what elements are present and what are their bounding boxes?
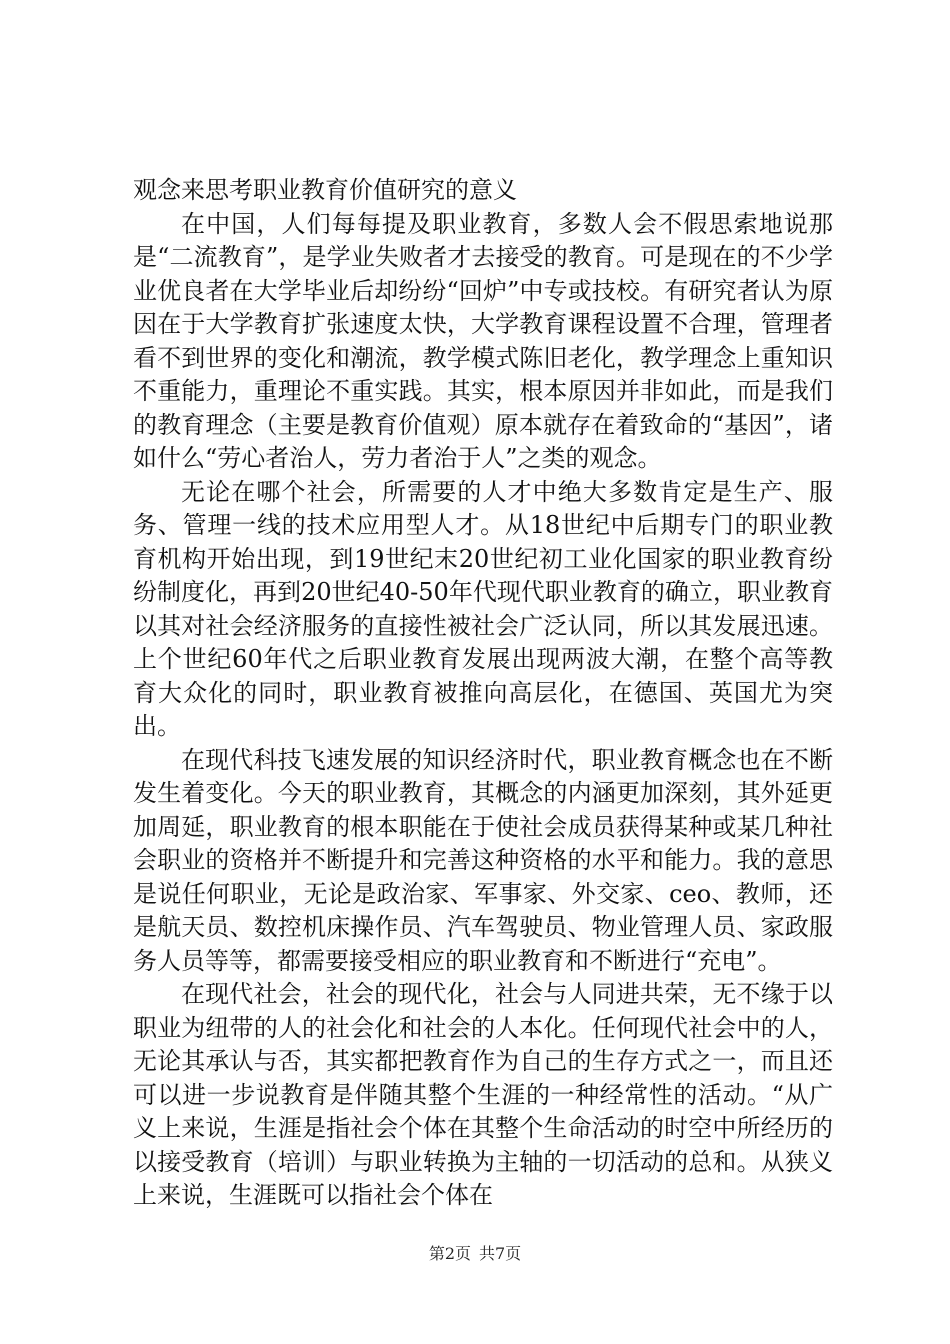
document-body xyxy=(133,174,833,1213)
page-number-total: 共7页 xyxy=(479,1244,522,1263)
paragraph-2: 无论在哪个社会，所需要的人才中绝大多数肯定是生产、服务、管理一线的技术应用型人才。从18世纪中后期专门的职业教育机构开始出现，到19世纪末20世纪初工业化国家的职业教育纷纷制度化，再到20世纪40-50年代现代职业教育的确立，职业教育以其对社会经济服务的直接性被社会广泛认同，所以其发展迅速。上个世纪60年代之后职业教育发展出现两波大潮，在整个高等教育大众化的同时，职业教育被推向高层化，在德国、英国尤为突出。 xyxy=(133,477,833,740)
continuation-line: 观念来思考职业教育价值研究的意义 xyxy=(133,176,517,204)
paragraph-4: 在现代社会，社会的现代化，社会与人同进共荣，无不缘于以职业为纽带的人的社会化和社会的人本化。任何现代社会中的人，无论其承认与否，其实都把教育作为自己的生存方式之一，而且还可以进一步说教育是伴随其整个生涯的一种经常性的活动。“从广义上来说，生涯是指社会个体在其整个生命活动的时空中所经历的以接受教育（培训）与职业转换为主轴的一切活动的总和。从狭义上来说，生涯既可以指社会个体在 xyxy=(133,980,833,1209)
paragraph-3: 在现代科技飞速发展的知识经济时代，职业教育概念也在不断发生着变化。今天的职业教育，其概念的内涵更加深刻，其外延更加周延，职业教育的根本职能在于使社会成员获得某种或某几种社会职业的资格并不断提升和完善这种资格的水平和能力。我的意思是说任何职业，无论是政治家、军事家、外交家、ceo、教师，还是航天员、数控机床操作员、汽车驾驶员、物业管理人员、家政服务人员等等，都需要接受相应的职业教育和不断进行“充电”。 xyxy=(133,745,833,975)
page-number-current: 第2页 xyxy=(428,1244,471,1263)
page-footer xyxy=(0,1244,950,1264)
paragraph-1: 在中国，人们每每提及职业教育，多数人会不假思索地说那是“二流教育”，是学业失败者才去接受的教育。可是现在的不少学业优良者在大学毕业后却纷纷“回炉”中专或技校。有研究者认为原因在于大学教育扩张速度太快，大学教育课程设置不合理，管理者看不到世界的变化和潮流，教学模式陈旧老化，教学理念上重知识不重能力，重理论不重实践。其实，根本原因并非如此，而是我们的教育理念（主要是教育价值观）原本就存在着致命的“基因”，诸如什么“劳心者治人，劳力者治于人”之类的观念。 xyxy=(133,209,833,472)
